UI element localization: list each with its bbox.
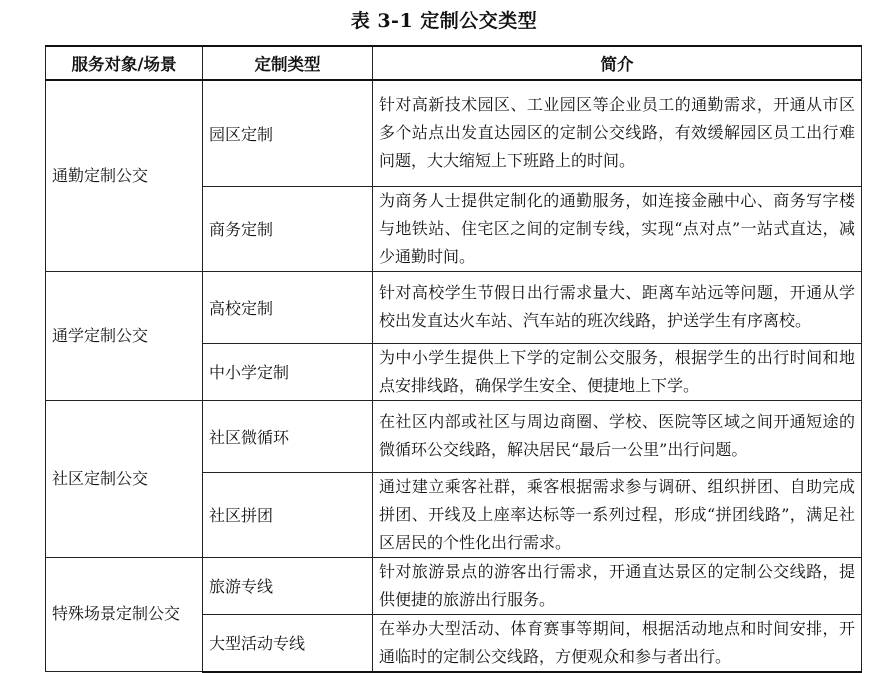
type-cell: 旅游专线 — [203, 557, 373, 614]
table-row — [46, 557, 862, 614]
description-cell: 为中小学生提供上下学的定制公交服务，根据学生的出行时间和地点安排线路，确保学生安全、便捷地上下学。 — [373, 343, 862, 400]
group-cell: 通学定制公交 — [46, 271, 203, 400]
table-row — [46, 400, 862, 472]
type-cell: 大型活动专线 — [203, 614, 373, 672]
description-cell: 在社区内部或社区与周边商圈、学校、医院等区域之间开通短途的微循环公交线路，解决居民“最后一公里”出行问题。 — [373, 400, 862, 472]
header-description: 简介 — [373, 46, 862, 80]
type-cell: 商务定制 — [203, 186, 373, 271]
type-cell: 中小学定制 — [203, 343, 373, 400]
description-cell: 在举办大型活动、体育赛事等期间，根据活动地点和时间安排，开通临时的定制公交线路，方便观众和参与者出行。 — [373, 614, 862, 672]
header-type: 定制类型 — [203, 46, 373, 80]
type-cell: 园区定制 — [203, 80, 373, 186]
group-cell: 通勤定制公交 — [46, 80, 203, 271]
table-row — [46, 80, 862, 186]
bus-type-table — [45, 45, 862, 673]
header-scenario: 服务对象/场景 — [46, 46, 203, 80]
type-cell: 社区拼团 — [203, 472, 373, 557]
description-cell: 通过建立乘客社群，乘客根据需求参与调研、组织拼团、自助完成拼团、开线及上座率达标等一系列过程，形成“拼团线路”，满足社区居民的个性化出行需求。 — [373, 472, 862, 557]
table-header-row — [46, 46, 862, 80]
table-title: 表 3-1 定制公交类型 — [350, 10, 538, 32]
group-cell: 特殊场景定制公交 — [46, 557, 203, 672]
table-row — [46, 271, 862, 343]
description-cell: 针对高校学生节假日出行需求量大、距离车站远等问题，开通从学校出发直达火车站、汽车站的班次线路，护送学生有序离校。 — [373, 271, 862, 343]
description-cell: 为商务人士提供定制化的通勤服务，如连接金融中心、商务写字楼与地铁站、住宅区之间的定制专线，实现“点对点”一站式直达，减少通勤时间。 — [373, 186, 862, 271]
type-cell: 社区微循环 — [203, 400, 373, 472]
description-cell: 针对旅游景点的游客出行需求，开通直达景区的定制公交线路，提供便捷的旅游出行服务。 — [373, 557, 862, 614]
group-cell: 社区定制公交 — [46, 400, 203, 557]
description-cell: 针对高新技术园区、工业园区等企业员工的通勤需求，开通从市区多个站点出发直达园区的定制公交线路，有效缓解园区员工出行难问题，大大缩短上下班路上的时间。 — [373, 80, 862, 186]
type-cell: 高校定制 — [203, 271, 373, 343]
